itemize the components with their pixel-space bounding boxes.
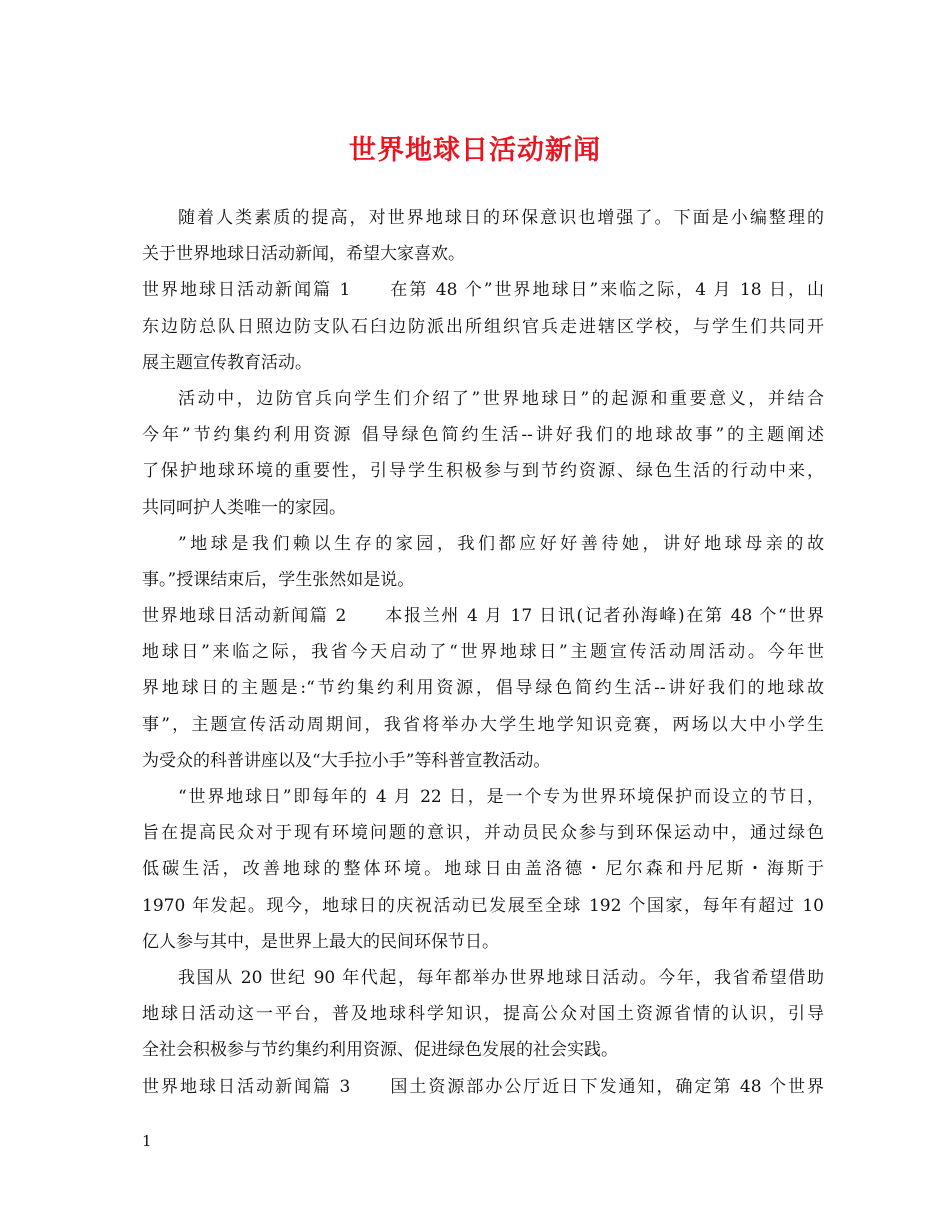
text-line: 为受众的科普讲座以及“大手拉小手”等科普宣教活动。 xyxy=(142,750,551,771)
text-line: 界地球日的主题是:“节约集约利用资源，倡导绿色简约生活--讲好我们的地球故 xyxy=(142,678,824,699)
text-line: 今年”节约集约利用资源 倡导绿色简约生活--讲好我们的地球故事”的主题阐述 xyxy=(142,425,824,446)
text-line: 东边防总队日照边防支队石臼边防派出所组织官兵走进辖区学校，与学生们共同开 xyxy=(142,316,824,337)
text-line: 旨在提高民众对于现有环境问题的意识，并动员民众参与到环保运动中，通过绿色 xyxy=(142,823,824,844)
text-line: 地球日”来临之际，我省今天启动了“世界地球日”主题宣传活动周活动。今年世 xyxy=(142,642,824,663)
text-line: 了保护地球环境的重要性，引导学生积极参与到节约资源、绿色生活的行动中来， xyxy=(142,461,824,482)
text-line: 地球日活动这一平台，普及地球科学知识，提高公众对国土资源省情的认识，引导 xyxy=(142,1004,824,1025)
text-line: 世界地球日活动新闻篇 2 本报兰州 4 月 17 日讯(记者孙海峰)在第 48 个“世界 xyxy=(142,606,824,627)
text-line: 展主题宣传教育活动。 xyxy=(142,352,312,373)
page-title: 世界地球日活动新闻 xyxy=(349,135,601,166)
text-line: 事”，主题宣传活动周期间，我省将举办大学生地学知识竞赛，两场以大中小学生 xyxy=(142,714,824,735)
text-line: 随着人类素质的提高，对世界地球日的环保意识也增强了。下面是小编整理的 xyxy=(178,208,824,228)
article-body xyxy=(142,200,824,1105)
text-line: “世界地球日”即每年的 4 月 22 日，是一个专为世界环境保护而设立的节日， xyxy=(178,787,824,807)
text-line: 事。”授课结束后，学生张然如是说。 xyxy=(142,569,415,590)
page-number: 1 xyxy=(142,1132,152,1150)
text-line: 我国从 20 世纪 90 年代起，每年都举办世界地球日活动。今年，我省希望借助 xyxy=(178,967,824,988)
text-line: ”地球是我们赖以生存的家园，我们都应好好善待她，讲好地球母亲的故 xyxy=(178,533,824,554)
text-line: 全社会积极参与节约集约利用资源、促进绿色发展的社会实践。 xyxy=(142,1040,618,1061)
text-line: 低碳生活，改善地球的整体环境。地球日由盖洛德・尼尔森和丹尼斯・海斯于 xyxy=(142,859,824,880)
text-line: 活动中，边防官兵向学生们介绍了”世界地球日”的起源和重要意义，并结合 xyxy=(178,388,824,409)
text-line: 1970 年发起。现今，地球日的庆祝活动已发展至全球 192 个国家，每年有超过 10 xyxy=(142,895,824,916)
text-line: 亿人参与其中，是世界上最大的民间环保节日。 xyxy=(142,931,499,952)
text-line: 关于世界地球日活动新闻，希望大家喜欢。 xyxy=(142,244,465,265)
text-line: 世界地球日活动新闻篇 1 在第 48 个”世界地球日”来临之际，4 月 18 日，山 xyxy=(142,280,824,301)
text-line: 共同呵护人类唯一的家园。 xyxy=(142,497,346,518)
text-line: 世界地球日活动新闻篇 3 国土资源部办公厅近日下发通知，确定第 48 个世界 xyxy=(142,1076,824,1097)
